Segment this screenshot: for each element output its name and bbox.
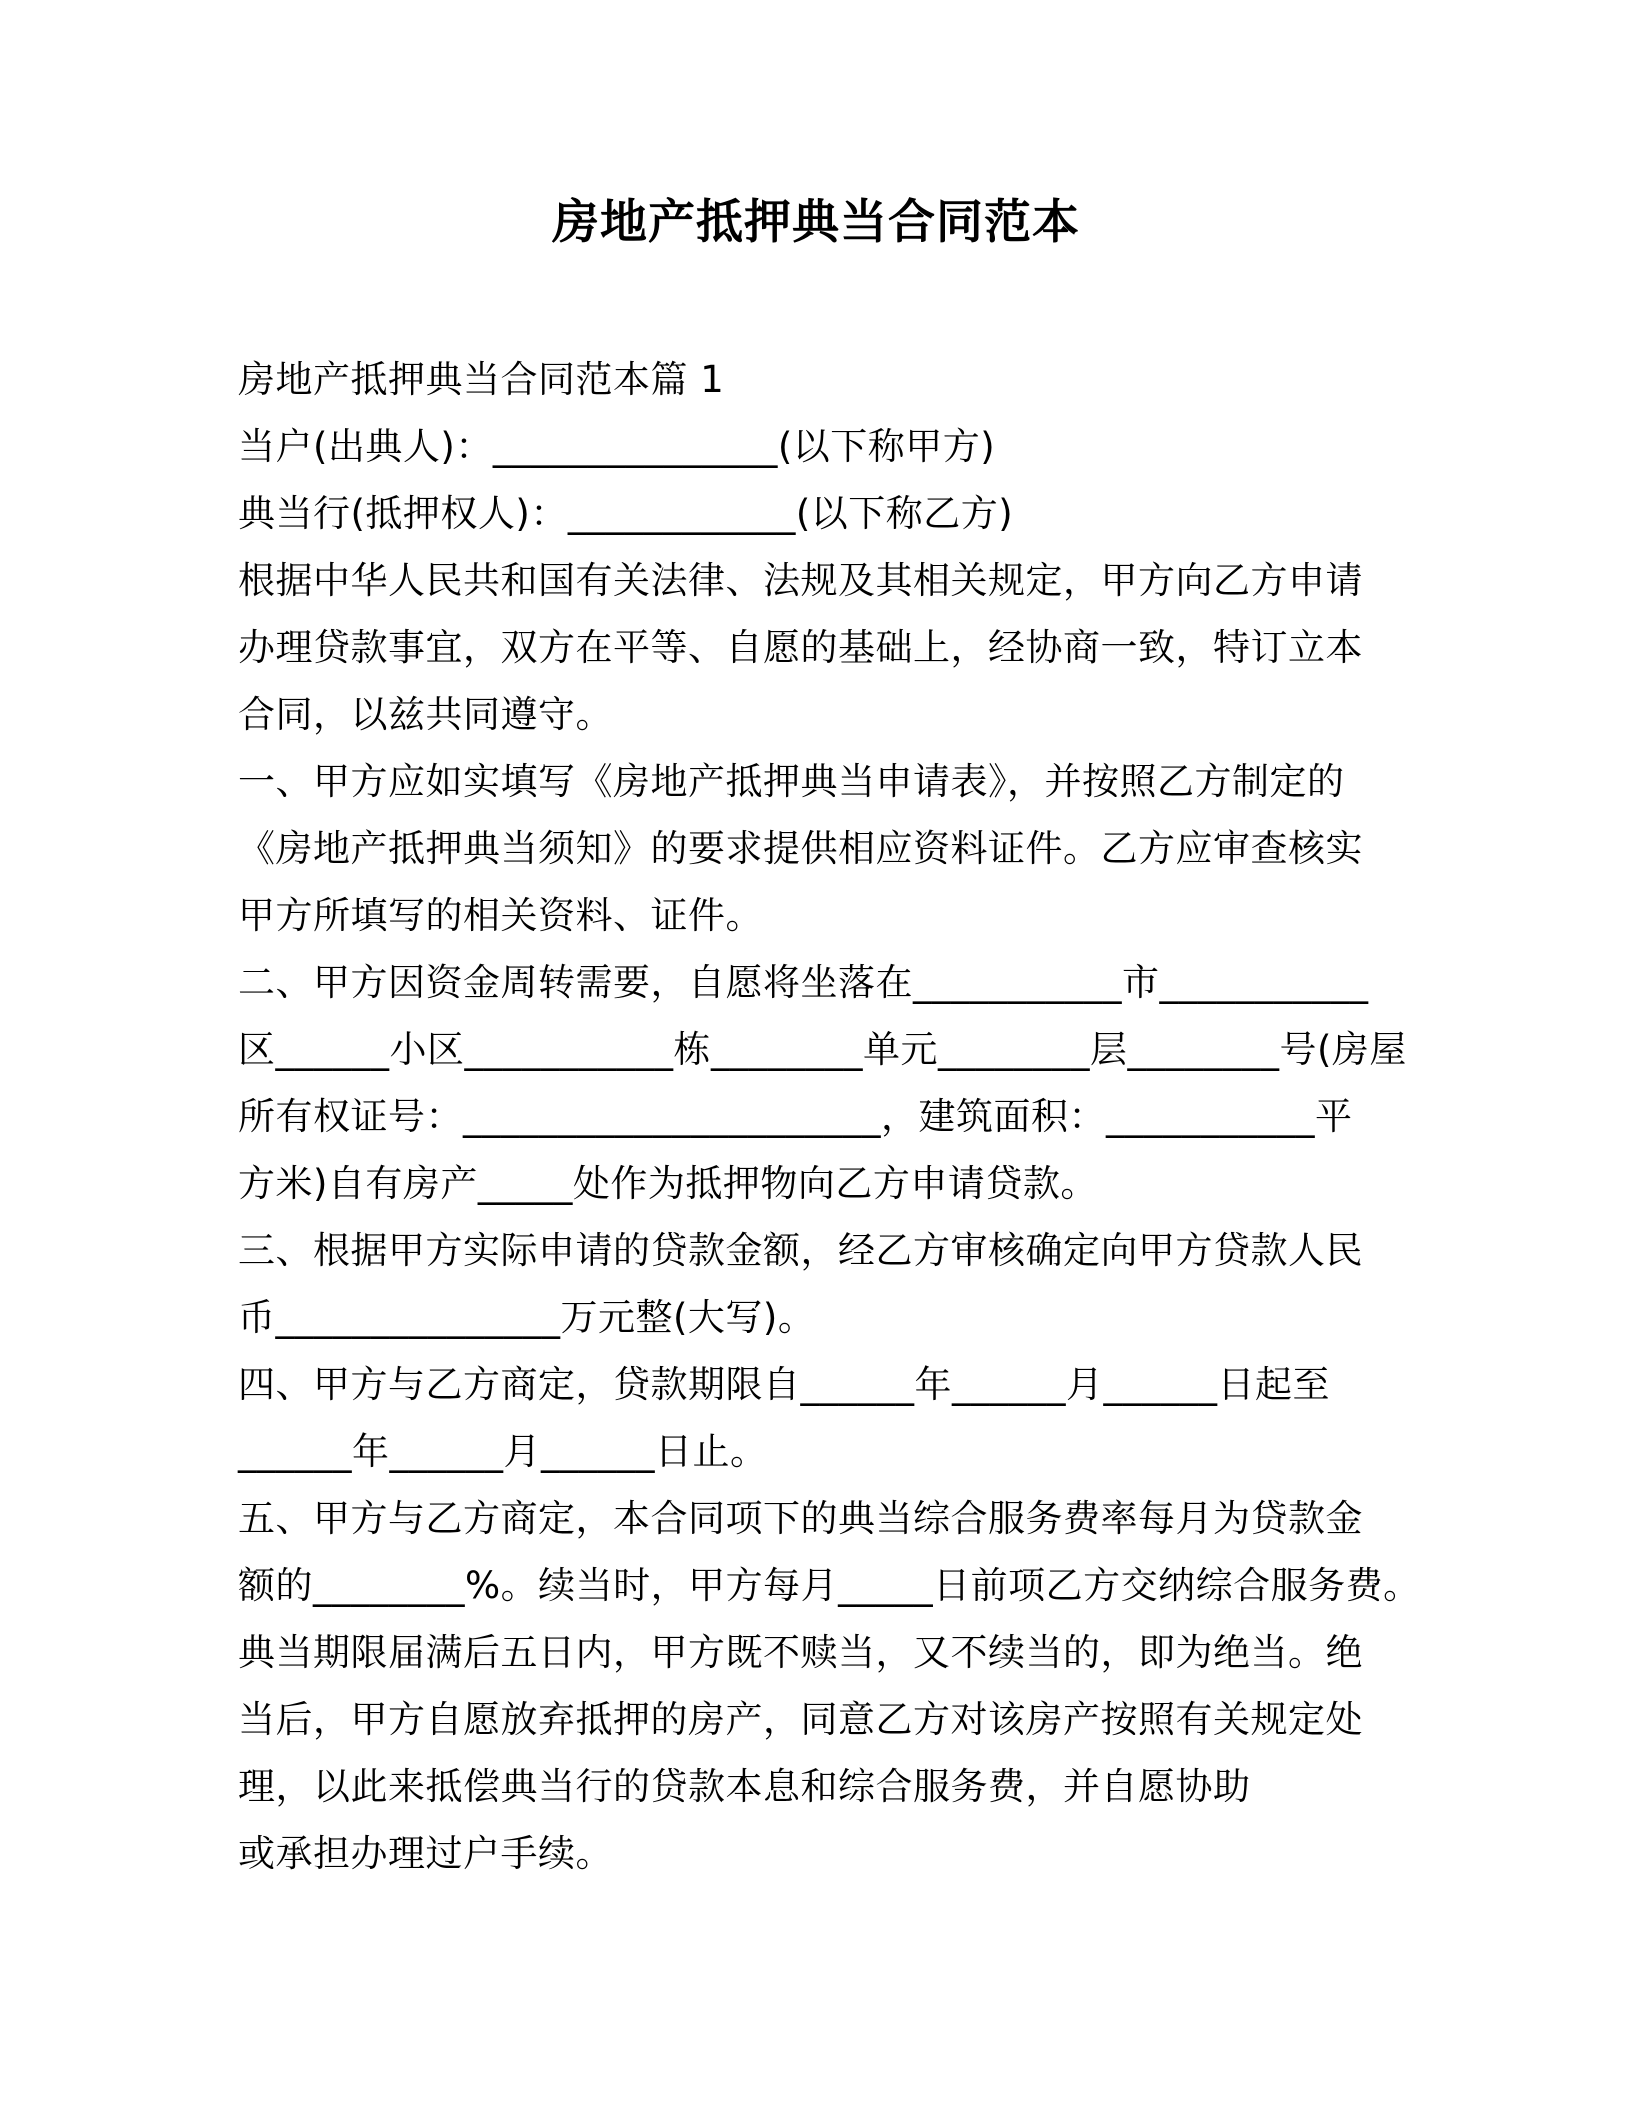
- clause-5-line: 额的________%。续当时，甲方每月_____日前项乙方交纳综合服务费。: [238, 1564, 1421, 1607]
- clause-5-line: 当后，甲方自愿放弃抵押的房产，同意乙方对该房产按照有关规定处: [238, 1698, 1363, 1741]
- clause-1-line: 一、甲方应如实填写《房地产抵押典当申请表》，并按照乙方制定的: [238, 760, 1345, 803]
- clause-4-line: 四、甲方与乙方商定，贷款期限自______年______月______日起至: [238, 1363, 1330, 1406]
- clause-5-line: 典当期限届满后五日内，甲方既不赎当，又不续当的，即为绝当。绝: [238, 1631, 1363, 1674]
- clause-2-line: 二、甲方因资金周转需要，自愿将坐落在___________市___________: [238, 961, 1369, 1004]
- preamble-line: 合同，以兹共同遵守。: [238, 693, 613, 736]
- clause-5-line: 或承担办理过户手续。: [238, 1832, 613, 1875]
- clause-2-line: 区______小区___________栋________单元________层________号(房屋: [238, 1028, 1407, 1071]
- preamble-line: 办理贷款事宜，双方在平等、自愿的基础上，经协商一致，特订立本: [238, 626, 1363, 669]
- clause-5-line: 理，以此来抵偿典当行的贷款本息和综合服务费，并自愿协助: [238, 1765, 1251, 1808]
- clause-3-line: 三、根据甲方实际申请的贷款金额，经乙方审核确定向甲方贷款人民: [238, 1229, 1363, 1272]
- clause-1-line: 甲方所填写的相关资料、证件。: [238, 894, 763, 937]
- party-a-line: 当户(出典人)：_______________(以下称甲方): [238, 425, 996, 468]
- document-body: [238, 346, 1421, 1887]
- clause-1-line: 《房地产抵押典当须知》的要求提供相应资料证件。乙方应审查核实: [238, 827, 1363, 870]
- section-heading: 房地产抵押典当合同范本篇 1: [238, 358, 725, 401]
- clause-2-line: 方米)自有房产_____处作为抵押物向乙方申请贷款。: [238, 1162, 1098, 1205]
- document-title: 房地产抵押典当合同范本: [552, 195, 1080, 250]
- preamble-line: 根据中华人民共和国有关法律、法规及其相关规定，甲方向乙方申请: [238, 559, 1363, 602]
- clause-2-line: 所有权证号：______________________，建筑面积：___________平: [238, 1095, 1353, 1138]
- party-b-line: 典当行(抵押权人)：____________(以下称乙方): [238, 492, 1014, 535]
- clause-4-line: ______年______月______日止。: [238, 1430, 768, 1473]
- clause-5-line: 五、甲方与乙方商定，本合同项下的典当综合服务费率每月为贷款金: [238, 1497, 1363, 1540]
- clause-3-line: 币_______________万元整(大写)。: [238, 1296, 816, 1339]
